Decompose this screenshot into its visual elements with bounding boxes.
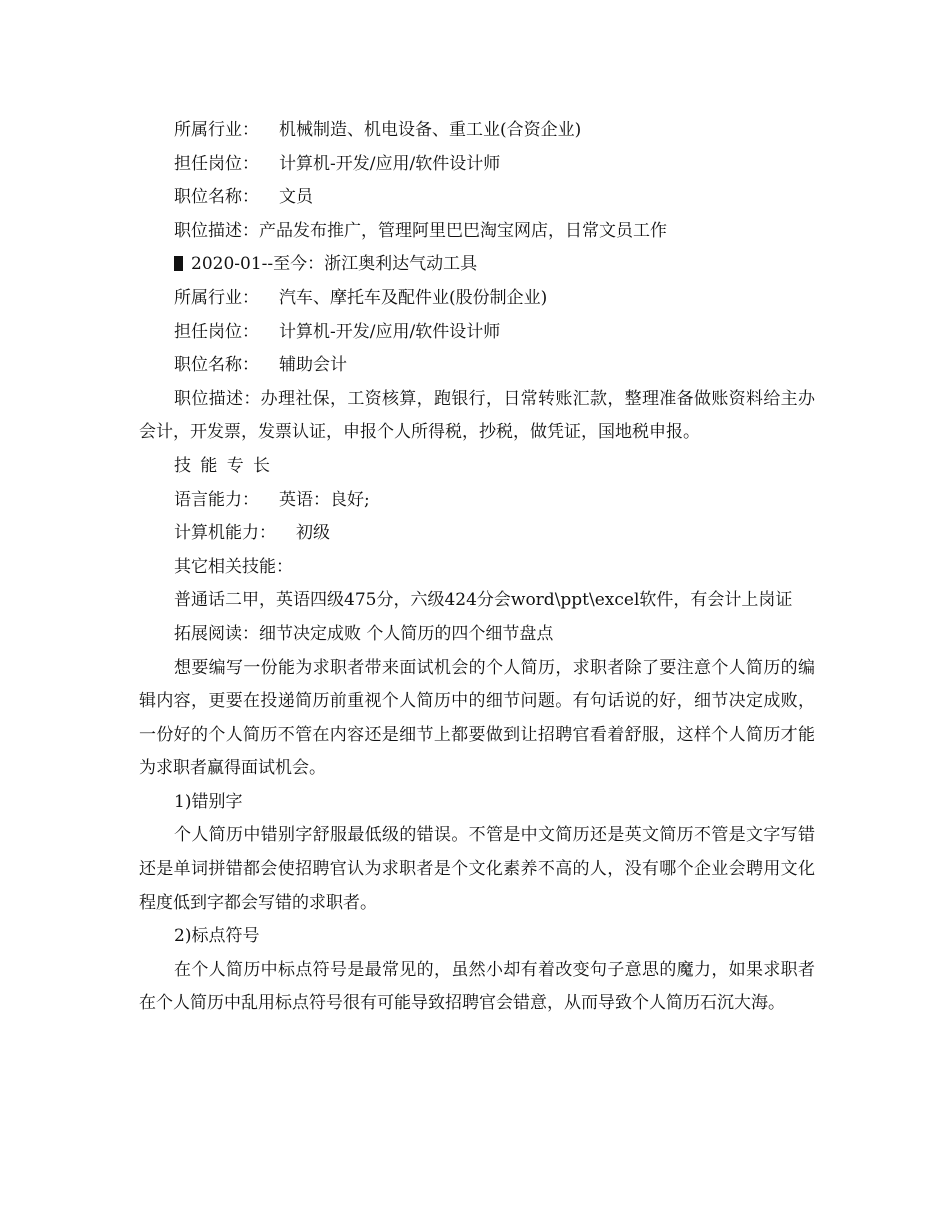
section-heading-typos: 1)错别字 (174, 791, 243, 812)
job1-post-row (139, 148, 815, 182)
job2-post-row (139, 316, 815, 350)
job1-desc-label: 职位描述： (174, 220, 259, 241)
job1-industry-value: 机械制造、机电设备、重工业(合资企业) (279, 120, 582, 140)
computer-skill-value: 初级 (296, 523, 330, 544)
job1-desc-value: 产品发布推广，管理阿里巴巴淘宝网店，日常文员工作 (259, 220, 667, 241)
job1-post-value: 计算机-开发/应用/软件设计师 (279, 153, 501, 174)
job1-title-label: 职位名称： (174, 187, 259, 208)
job1-industry-row (139, 114, 815, 148)
job1-title-value: 文员 (279, 187, 313, 208)
extended-reading-title: 拓展阅读：细节决定成败 个人简历的四个细节盘点 (174, 623, 554, 644)
language-skill-value: 英语：良好; (279, 489, 370, 510)
job2-industry-label: 所属行业： (174, 287, 259, 308)
job2-industry-value: 汽车、摩托车及配件业(股份制企业) (279, 287, 548, 308)
job2-post-value: 计算机-开发/应用/软件设计师 (279, 321, 501, 342)
job2-post-label: 担任岗位： (174, 321, 259, 342)
section-body-punctuation: 在个人简历中标点符号是最常见的，虽然小却有着改变句子意思的魔力，如果求职者在个人简历中乱用标点符号很有可能导致招聘官会错意，从而导致个人简历石沉大海。 (139, 959, 815, 1014)
job1-desc-row (139, 215, 815, 249)
document-body (139, 114, 815, 1021)
job2-title-value: 辅助会计 (279, 355, 347, 376)
job2-description: 职位描述：办理社保，工资核算，跑银行，日常转账汇款，整理准备做账资料给主办会计，开发票，发票认证，申报个人所得税，抄税，做凭证，国地税申报。 (139, 388, 815, 443)
job2-title-row (139, 349, 815, 383)
job2-header (139, 248, 815, 282)
computer-skill-row (139, 517, 815, 551)
job2-header-text: 2020-01--至今：浙江奥利达气动工具 (191, 254, 478, 275)
job1-post-label: 担任岗位： (174, 153, 259, 174)
skills-heading: 技能专长 (174, 455, 280, 476)
job2-title-label: 职位名称： (174, 355, 259, 376)
article-intro: 想要编写一份能为求职者带来面试机会的个人简历，求职者除了要注意个人简历的编辑内容，更要在投递简历前重视个人简历中的细节问题。有句话说的好，细节决定成败，一份好的个人简历不管在内容还是细节上都要做到让招聘官看着舒服，这样个人简历才能为求职者赢得面试机会。 (139, 657, 815, 779)
job2-industry-row (139, 282, 815, 316)
job1-industry-label: 所属行业： (174, 120, 259, 140)
bullet-icon (174, 256, 183, 271)
section-heading-punctuation: 2)标点符号 (174, 926, 260, 947)
other-skills-label: 其它相关技能： (174, 556, 293, 577)
language-skill-label: 语言能力： (174, 489, 259, 510)
job1-title-row (139, 181, 815, 215)
section-body-typos: 个人简历中错别字舒服最低级的错误。不管是中文简历还是英文简历不管是文字写错还是单词拼错都会使招聘官认为求职者是个文化素养不高的人，没有哪个企业会聘用文化程度低到字都会写错的求职者。 (139, 825, 815, 913)
computer-skill-label: 计算机能力： (174, 523, 276, 544)
other-skills-text: 普通话二甲，英语四级475分，六级424分会word\ppt\excel软件，有会计上岗证 (174, 590, 793, 611)
language-skill-row (139, 484, 815, 518)
